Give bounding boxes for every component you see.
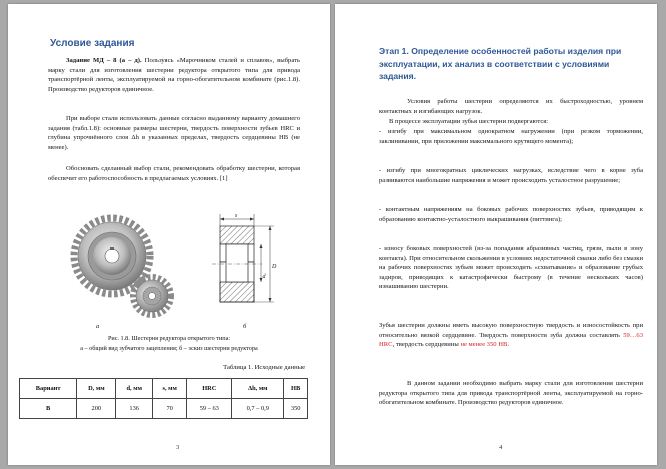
col-header-s: s, мм bbox=[153, 379, 187, 399]
task-summary-paragraph: В данном задании необходимо выбрать марку стали для изготовления шестерни редуктора открытого типа для привода транспортёрной ленты, эксплуатируемой на горно-обогатительном комбинате. Производство редукторов единичное. bbox=[379, 380, 643, 407]
dimension-D-label: D bbox=[272, 264, 277, 270]
task-paragraph bbox=[48, 56, 300, 94]
gear-mesh-illustration bbox=[64, 212, 176, 320]
page-number: 3 bbox=[176, 444, 180, 451]
justify-paragraph: Обосновать сделанный выбор стали, рекомендовать обработку шестерни, которая обеспечит его работоспособность в предлагаемых условиях. [1] bbox=[48, 165, 300, 182]
document-page-4 bbox=[335, 4, 657, 465]
figure-label-a: а bbox=[96, 323, 100, 330]
document-page-3 bbox=[8, 4, 330, 465]
col-header-d: d, мм bbox=[116, 379, 153, 399]
bullet-item: - изгибу при многократных циклических нагрузках, вследствие чего в корне зуба развиваются наибольшие напряжения и может происходить усталостное разрушение; bbox=[379, 167, 643, 184]
hardness-text: Зубья шестерни должны иметь высокую поверхностную твердость и износостойкость при относительно вязкой сердцевине. Твердость поверхности зуба должна составлять bbox=[379, 322, 643, 339]
cell-d: 136 bbox=[116, 399, 153, 419]
hardness-text-end: . bbox=[507, 341, 510, 349]
dimension-d-label: d bbox=[262, 274, 266, 280]
task-text: Пользуясь «Марочником сталей и сплавов», выбрать марку стали для изготовления шестерни редуктора открытого типа для привода транспортёрной ленты, эксплуатируемой на горно-обогатительном комбинате (рис.1.8). Производство редукторов единичное. bbox=[48, 57, 300, 93]
exposure-intro: В процессе эксплуатации зубья шестерни подвергаются: bbox=[389, 118, 549, 125]
surface-hardness-value: 59…63 HRC bbox=[379, 331, 643, 349]
gear-sketch-drawing bbox=[208, 210, 288, 322]
cell-hb: 350 bbox=[284, 399, 308, 419]
hardness-text-continued: , твердость сердцевины bbox=[392, 341, 461, 349]
col-header-hb: HB bbox=[284, 379, 308, 399]
source-data-table bbox=[19, 378, 308, 419]
cell-dh: 0,7 – 0,9 bbox=[232, 399, 284, 419]
page-number: 4 bbox=[499, 444, 503, 451]
stage-heading: Этап 1. Определение особенностей работы изделия при эксплуатации, их анализ в соответствии с условиями задания. bbox=[379, 46, 622, 81]
task-label: Задание МД – 8 (а – д). bbox=[66, 57, 142, 64]
hardness-paragraph bbox=[379, 321, 643, 350]
col-header-D: D, мм bbox=[77, 379, 116, 399]
cell-D: 200 bbox=[77, 399, 116, 419]
figure-caption-text: а – общий вид зубчатого зацепления; б – эскиз шестерни редуктора bbox=[80, 345, 258, 352]
figure-caption-title: Рис. 1.8. Шестерня редуктора открытого типа: bbox=[107, 335, 231, 342]
col-header-variant: Вариант bbox=[20, 379, 77, 399]
table-title: Таблица 1. Исходные данные bbox=[223, 364, 305, 371]
cell-variant: В bbox=[20, 399, 77, 419]
section-heading: Условие задания bbox=[50, 38, 135, 49]
data-paragraph: При выборе стали использовать данные согласно выданному варианту домашнего задания (табл.1.8): основные размеры шестерни, твердость поверхности зубьев HRC и глубина упрочнённого слоя Δh в указанных пределах, твердость сердцевины HB (не менее). bbox=[48, 115, 300, 151]
core-hardness-value: не менее 350 HB bbox=[460, 341, 508, 349]
cell-s: 70 bbox=[153, 399, 187, 419]
dimension-s-label: s bbox=[235, 213, 238, 219]
bullet-item: - изгибу при максимальном однократном нагружении (при резком торможении, заклинивании, при приложении максимального крутящего момента); bbox=[379, 128, 643, 145]
table-row bbox=[20, 399, 308, 419]
figure-label-b: б bbox=[243, 323, 247, 330]
col-header-dh: Δh, мм bbox=[232, 379, 284, 399]
table-header-row bbox=[20, 379, 308, 399]
col-header-hrc: HRC bbox=[187, 379, 232, 399]
conditions-paragraph: Условия работы шестерни определяются их быстроходностью, уровнем контактных и изгибающих нагрузок. bbox=[379, 98, 643, 115]
bullet-item: - износу боковых поверхностей (из-за попадания абразивных частиц, грязи, пыли в зону контакта). При относительном скольжении в условиях недостаточной смазки либо без смазки на рабочих поверхностях зубьев может происходить «схватывание» и образование грубых задиров, приводящих к катастрофически быстрому (в течение нескольких часов) изнашиванию шестерни. bbox=[379, 245, 643, 291]
cell-hrc: 59 – 63 bbox=[187, 399, 232, 419]
bullet-item: - контактным напряжениям на боковых рабочих поверхностях зубьев, приводящим к образованию контактно-усталостного выкрашивания (питтинга); bbox=[379, 206, 643, 223]
